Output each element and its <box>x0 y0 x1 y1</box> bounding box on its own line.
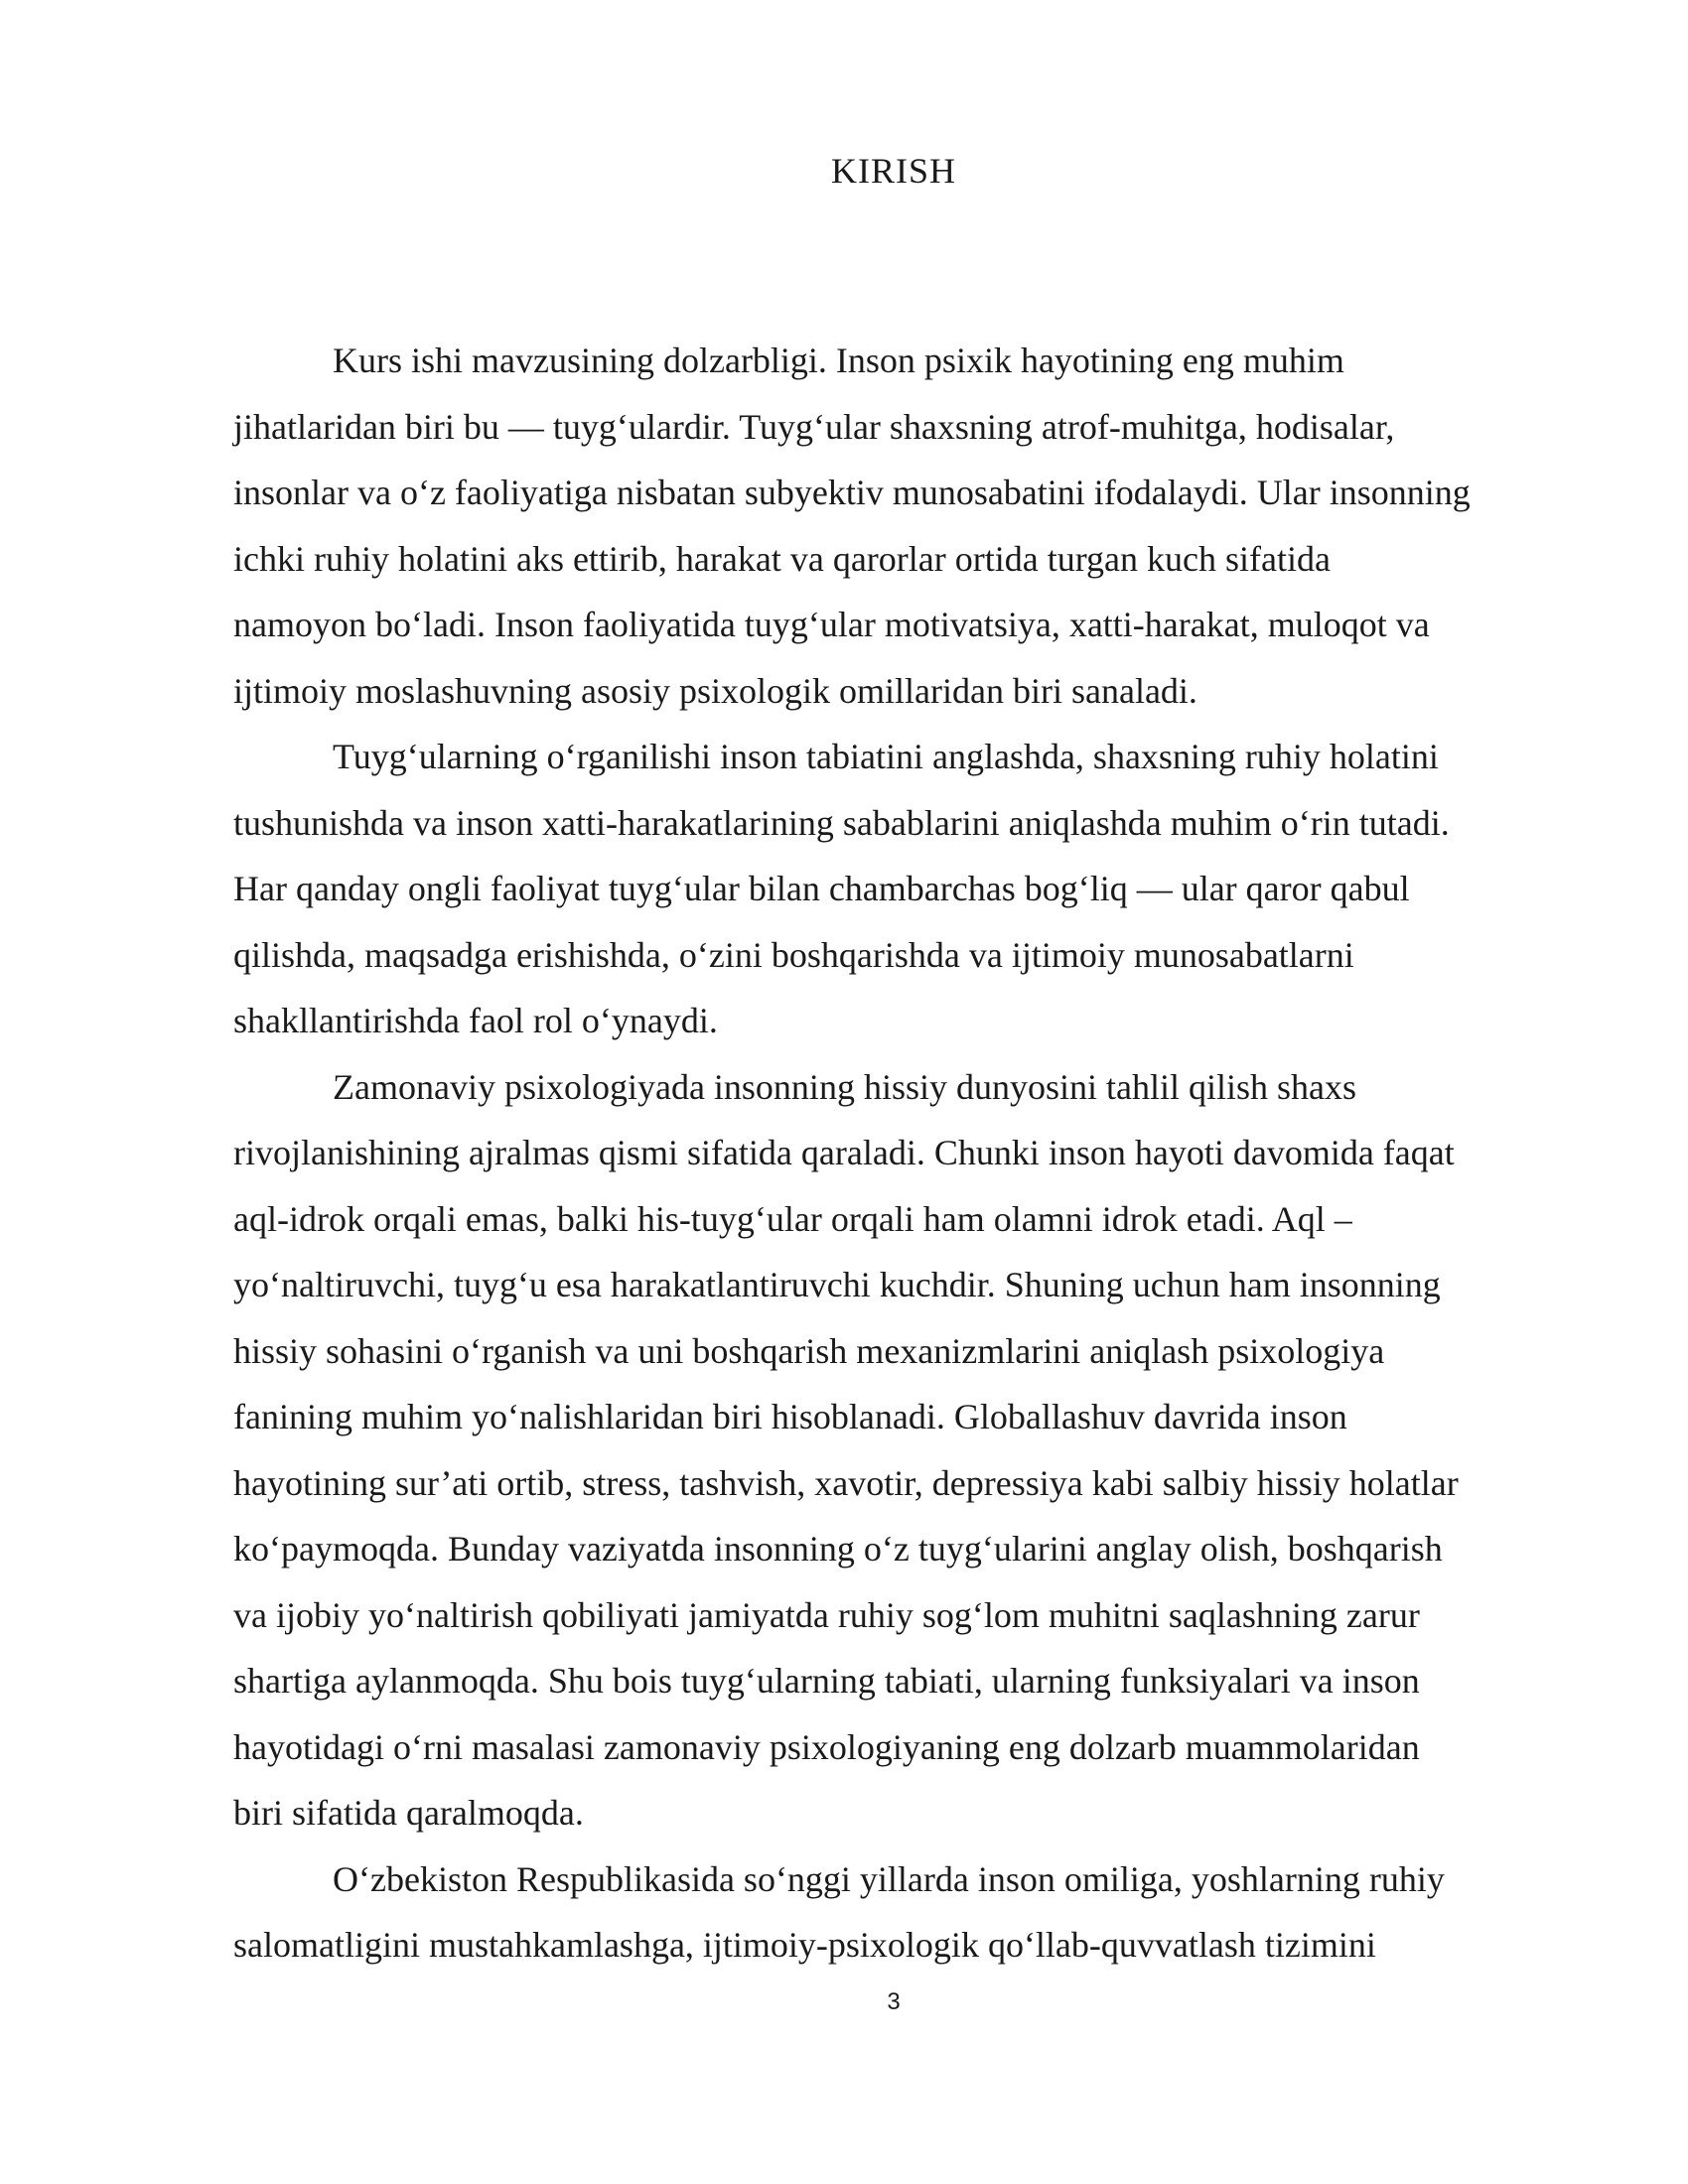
paragraph-line: tushunishda va inson xatti-harakatlarining sabablarini aniqlashda muhim o‘rin tutadi. <box>233 802 1450 843</box>
paragraph-line: rivojlanishining ajralmas qismi sifatida qaraladi. Chunki inson hayoti davomida faqat <box>233 1133 1455 1172</box>
paragraph-line: qilishda, maqsadga erishishda, o‘zini boshqarishda va ijtimoiy munosabatlarni <box>233 934 1354 975</box>
paragraph-line: O‘zbekiston Respublikasida so‘nggi yillarda inson omiliga, yoshlarning ruhiy <box>333 1858 1445 1899</box>
paragraph-line: va ijobiy yo‘naltirish qobiliyati jamiyatda ruhiy sog‘lom muhitni saqlashning zarur <box>233 1594 1420 1635</box>
paragraph-line: ko‘paymoqda. Bunday vaziyatda insonning o‘z tuyg‘ularini anglay olish, boshqarish <box>233 1529 1443 1569</box>
paragraph-line: hayotidagi o‘rni masalasi zamonaviy psixologiyaning eng dolzarb muammolaridan <box>233 1726 1420 1767</box>
paragraph-line: Har qanday ongli faoliyat tuyg‘ular bilan chambarchas bog‘liq — ular qaror qabul <box>233 869 1410 908</box>
paragraph-4 <box>233 1846 1569 1979</box>
paragraph-line: salomatligini mustahkamlashga, ijtimoiy-psixologik qo‘llab-quvvatlash tizimini <box>233 1925 1376 1965</box>
paragraph-line: insonlar va o‘z faoliyatiga nisbatan subyektiv munosabatini ifodalaydi. Ular insonning <box>233 473 1471 512</box>
paragraph-line: shartiga aylanmoqda. Shu bois tuyg‘ularning tabiati, ularning funksiyalari va inson <box>233 1661 1420 1701</box>
paragraph-line: hayotining sur’ati ortib, stress, tashvish, xavotir, depressiya kabi salbiy hissiy holatlar <box>233 1462 1459 1503</box>
paragraph-line: yo‘naltiruvchi, tuyg‘u esa harakatlantiruvchi kuchdir. Shuning uchun ham insonning <box>233 1265 1441 1304</box>
paragraph-line: hissiy sohasini o‘rganish va uni boshqarish mexanizmlarini aniqlash psixologiya <box>233 1330 1385 1371</box>
paragraph-line: ichki ruhiy holatini aks ettirib, harakat va qarorlar ortida turgan kuch sifatida <box>233 538 1331 579</box>
paragraph-1 <box>233 328 1569 724</box>
section-title: KIRISH <box>830 151 956 191</box>
body-text <box>233 328 1569 1979</box>
paragraph-3 <box>233 1054 1569 1846</box>
paragraph-line: aql-idrok orqali emas, balki his-tuyg‘ular orqali ham olamni idrok etadi. Aql – <box>233 1198 1352 1239</box>
paragraph-line: jihatlaridan biri bu — tuyg‘ulardir. Tuyg‘ular shaxsning atrof-muhitga, hodisalar, <box>233 406 1395 447</box>
paragraph-line: namoyon bo‘ladi. Inson faoliyatida tuyg‘ular motivatsiya, xatti-harakat, muloqot va <box>233 605 1430 644</box>
paragraph-line: Tuyg‘ularning o‘rganilishi inson tabiatini anglashda, shaxsning ruhiy holatini <box>333 737 1439 776</box>
paragraph-line: fanining muhim yo‘nalishlaridan biri hisoblanadi. Globallashuv davrida inson <box>233 1397 1347 1436</box>
paragraph-line: Zamonaviy psixologiyada insonning hissiy dunyosini tahlil qilish shaxs <box>333 1066 1356 1107</box>
paragraph-line: shakllantirishda faol rol o‘ynaydi. <box>233 1001 718 1040</box>
paragraph-line: biri sifatida qaralmoqda. <box>233 1793 584 1833</box>
paragraph-line: ijtimoiy moslashuvning asosiy psixologik omillaridan biri sanaladi. <box>233 670 1197 711</box>
paragraph-line: Kurs ishi mavzusining dolzarbligi. Inson psixik hayotining eng muhim <box>333 341 1344 380</box>
page-number: 3 <box>887 1988 901 2015</box>
paragraph-2 <box>233 724 1569 1054</box>
